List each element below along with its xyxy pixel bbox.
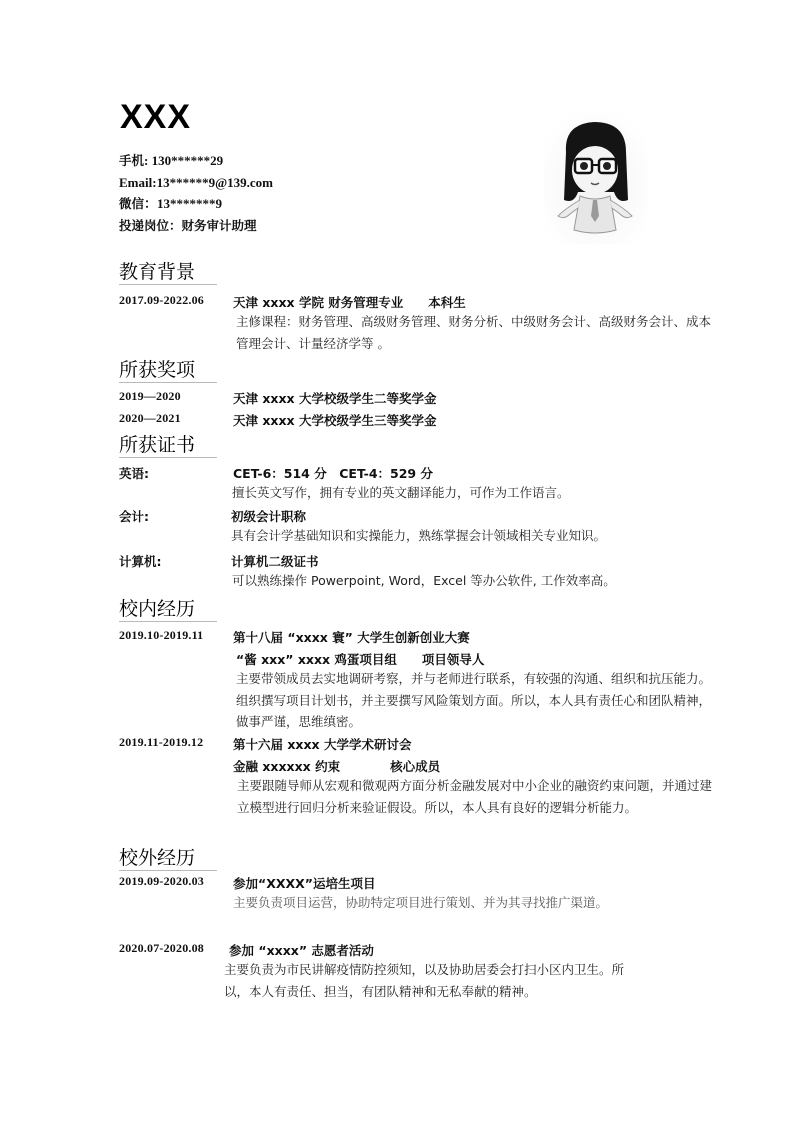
email-value: :13******9@139.com xyxy=(152,174,274,190)
wechat-value: ：13*******9 xyxy=(144,196,223,211)
section-rule xyxy=(119,870,217,871)
section-title-external xyxy=(119,846,195,870)
campus-desc: 主要跟随导师从宏观和微观两方面分析金融发展对中小企业的融资约束问题，并通过建立模型进行回归分析来验证假设。所以，本人具有良好的逻辑分析能力。 xyxy=(237,778,713,815)
cert-label: 英语: xyxy=(119,466,149,481)
phone-value: : 130******29 xyxy=(144,153,224,168)
education-title-text: 教育背景 xyxy=(119,261,196,283)
external-event: 参加 “xxxx” 志愿者活动 xyxy=(229,943,374,958)
external-date: 2020.07-2020.08 xyxy=(119,941,204,955)
award-date: 2019—2020 xyxy=(119,389,181,403)
campus-date: 2019.11-2019.12 xyxy=(119,735,204,749)
contact-block xyxy=(119,150,273,236)
campus-title-text: 校内经历 xyxy=(119,598,196,620)
section-rule xyxy=(119,621,217,622)
cert-desc: 可以熟练操作 Powerpoint, Word，Excel 等办公软件, 工作效率高。 xyxy=(232,573,616,588)
section-rule xyxy=(119,457,217,458)
avatar xyxy=(544,112,648,244)
section-rule xyxy=(119,284,217,285)
position-value: ：财务审计助理 xyxy=(169,217,257,233)
campus-date: 2019.10-2019.11 xyxy=(119,628,204,642)
awards-title-text: 所获奖项 xyxy=(119,359,196,381)
cert-name: 初级会计职称 xyxy=(231,509,307,524)
cert-desc: 擅长英文写作，拥有专业的英文翻译能力，可作为工作语言。 xyxy=(232,485,570,500)
position-row xyxy=(119,215,273,237)
external-title-text: 校外经历 xyxy=(119,847,196,869)
external-desc: 主要负责为市民讲解疫情防控须知，以及协助居委会打扫小区内卫生。所以，本人有责任、担当，有团队精神和无私奉献的精神。 xyxy=(224,962,625,999)
campus-event: 第十八届 “xxxx 寰” 大学生创新创业大赛 xyxy=(233,630,470,645)
wechat-row xyxy=(119,193,273,215)
section-title-education xyxy=(119,260,195,284)
cert-desc: 具有会计学基础知识和实操能力，熟练掌握会计领域相关专业知识。 xyxy=(231,528,607,543)
section-title-campus xyxy=(119,597,195,621)
section-title-certificates xyxy=(119,433,195,457)
section-rule xyxy=(119,382,217,383)
cert-name: 计算机二级证书 xyxy=(231,554,319,569)
external-date: 2019.09-2020.03 xyxy=(119,874,204,888)
award-date: 2020—2021 xyxy=(119,411,181,425)
campus-role: 金融 xxxxxx 约束 核心成员 xyxy=(233,759,441,774)
email-row xyxy=(119,172,273,194)
external-desc: 主要负责项目运营，协助特定项目进行策划、并为其寻找推广渠道。 xyxy=(233,895,609,910)
education-desc: 主修课程：财务管理、高级财务管理、财务分析、中级财务会计、高级财务会计、成本管理会计、计量经济学等 。 xyxy=(236,314,712,351)
candidate-name: XXX xyxy=(120,98,192,136)
certificates-title-text: 所获证书 xyxy=(119,434,196,456)
education-date: 2017.09-2022.06 xyxy=(119,293,204,307)
section-title-awards xyxy=(119,358,195,382)
phone-row xyxy=(119,150,273,172)
position-label: 投递岗位 xyxy=(119,217,170,233)
external-event: 参加“XXXX”运培生项目 xyxy=(233,876,376,891)
campus-role: “酱 xxx” xxxx 鸡蛋项目组 项目领导人 xyxy=(236,652,485,667)
education-school: 天津 xxxx 学院 财务管理专业 本科生 xyxy=(233,295,466,310)
phone-label: 手机 xyxy=(119,153,145,168)
campus-desc: 主要带领成员去实地调研考察，并与老师进行联系，有较强的沟通、组织和抗压能力。 组织撰写项目计划书，并主要撰写风险策划方面。所以，本人具有责任心和团队精神，做事严谨，思维缜密。 xyxy=(236,671,712,729)
email-label: Email xyxy=(119,174,153,190)
campus-event: 第十六届 xxxx 大学学术研讨会 xyxy=(233,737,412,752)
cert-label: 计算机: xyxy=(119,554,162,569)
cert-label: 会计: xyxy=(119,509,149,524)
award-text: 天津 xxxx 大学校级学生三等奖学金 xyxy=(233,413,437,428)
award-text: 天津 xxxx 大学校级学生二等奖学金 xyxy=(233,391,437,406)
wechat-label: 微信 xyxy=(119,196,145,211)
cert-name: CET-6：514 分 CET-4：529 分 xyxy=(233,466,433,481)
